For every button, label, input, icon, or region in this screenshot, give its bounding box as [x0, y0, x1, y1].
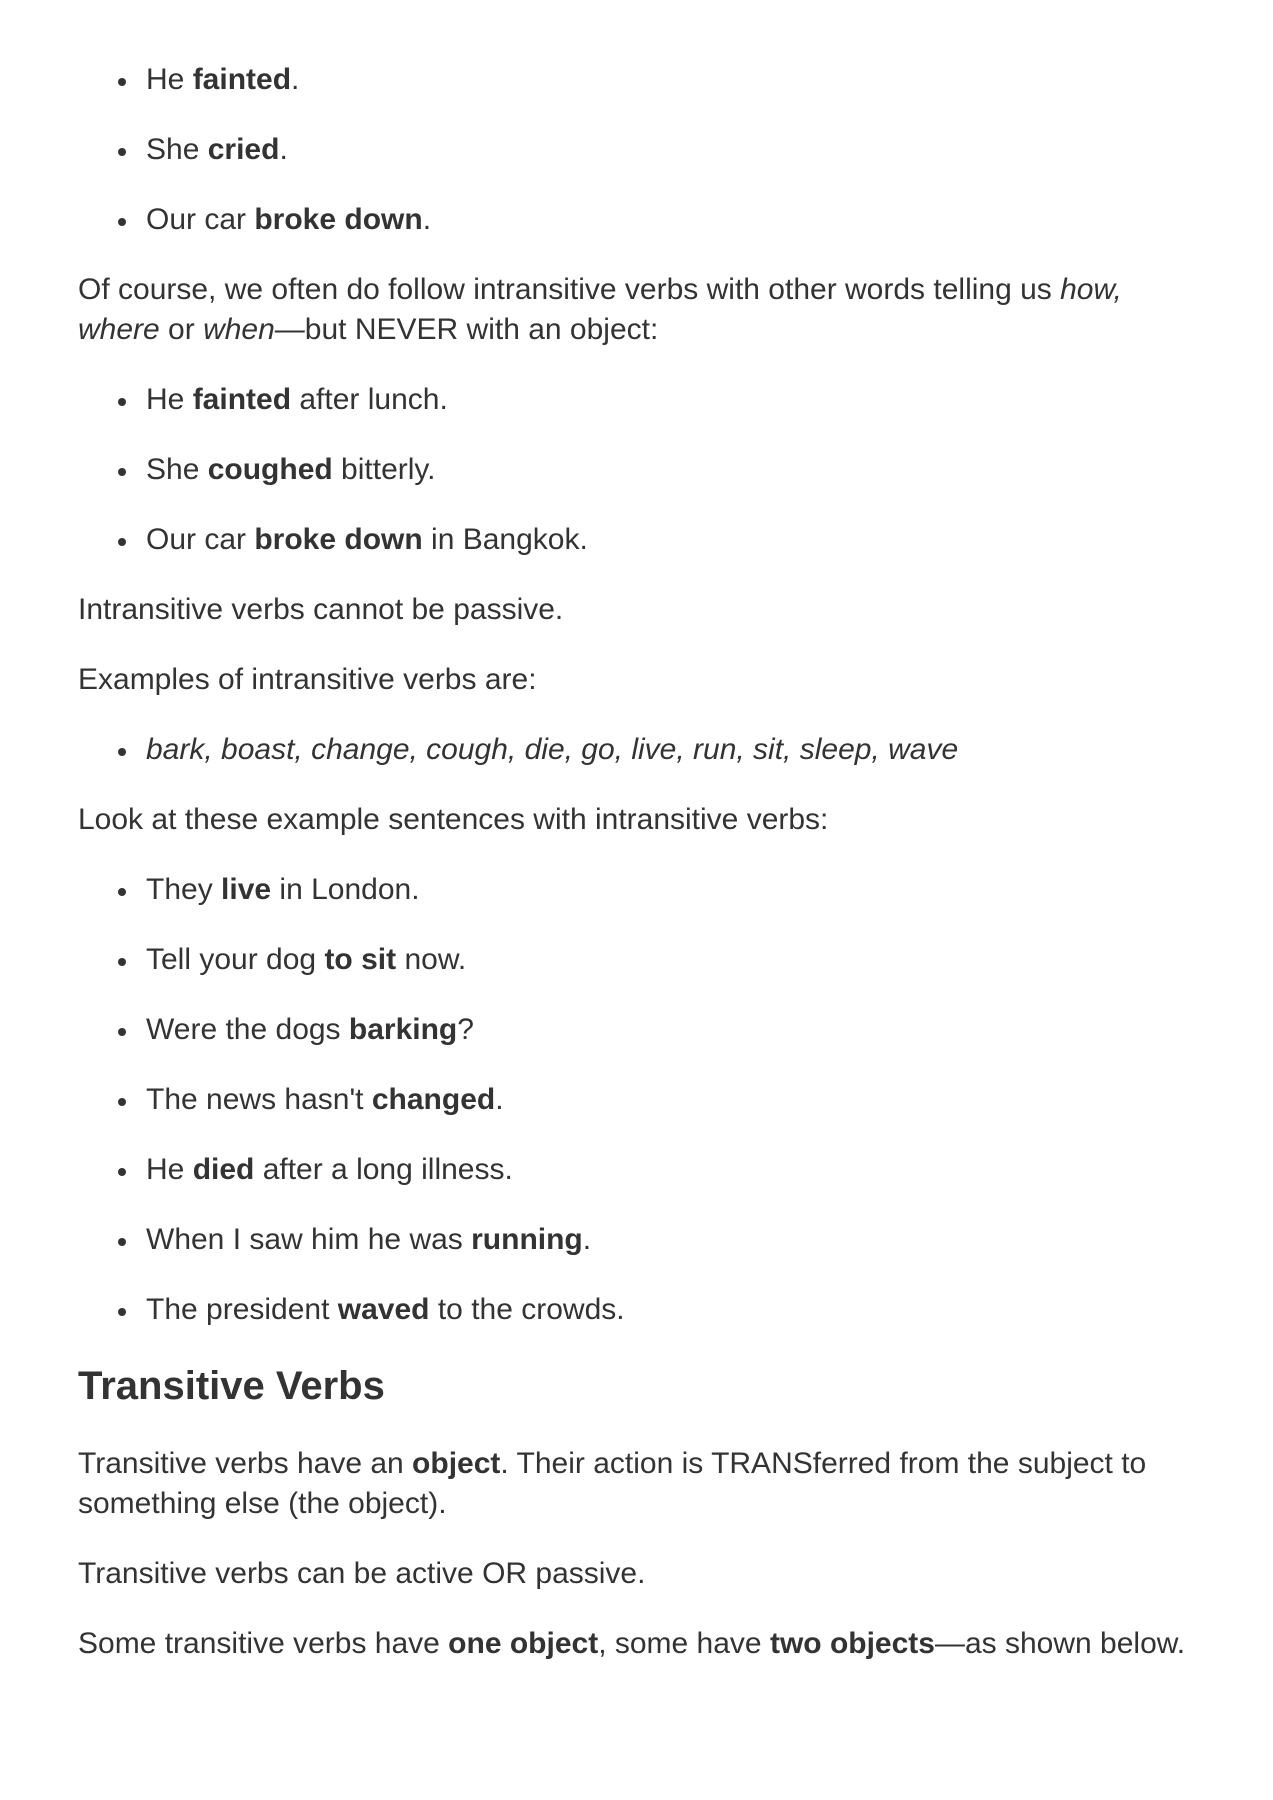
- list-item: Were the dogs barking?: [78, 1010, 1138, 1050]
- list-item: They live in London.: [78, 870, 1138, 910]
- list-item: She coughed bitterly.: [78, 450, 1138, 490]
- paragraph-example-sentences-intro: Look at these example sentences with intransitive verbs:: [78, 803, 829, 836]
- list-item: Our car broke down.: [78, 200, 1138, 240]
- list-item: He fainted.: [78, 60, 1138, 100]
- list-item: Our car broke down in Bangkok.: [78, 520, 1138, 560]
- list-item: He died after a long illness.: [78, 1150, 1138, 1190]
- paragraph-active-passive: Transitive verbs can be active OR passive.: [78, 1557, 646, 1590]
- paragraph-examples-intro: Examples of intransitive verbs are:: [78, 663, 537, 696]
- list-item: The president waved to the crowds.: [78, 1290, 1138, 1330]
- list-item: Tell your dog to sit now.: [78, 940, 1138, 980]
- section-heading: Transitive Verbs: [78, 1364, 385, 1408]
- paragraph-object-count: Some transitive verbs have one object, some have two objects—as shown below.: [78, 1627, 1186, 1660]
- paragraph-passive-note: Intransitive verbs cannot be passive.: [78, 593, 564, 626]
- list-item: bark, boast, change, cough, die, go, live, run, sit, sleep, wave: [78, 730, 1138, 770]
- list-item: He fainted after lunch.: [78, 380, 1138, 420]
- paragraph-how-where-when: Of course, we often do follow intransitive verbs with other words telling us how, where or when—but NEVER with an object:: [78, 273, 1122, 346]
- list-item: She cried.: [78, 130, 1138, 170]
- list-item: When I saw him he was running.: [78, 1220, 1138, 1260]
- paragraph-transitive-definition: Transitive verbs have an object. Their action is TRANSferred from the subject to something else (the object).: [78, 1447, 1147, 1520]
- list-item: The news hasn't changed.: [78, 1080, 1138, 1120]
